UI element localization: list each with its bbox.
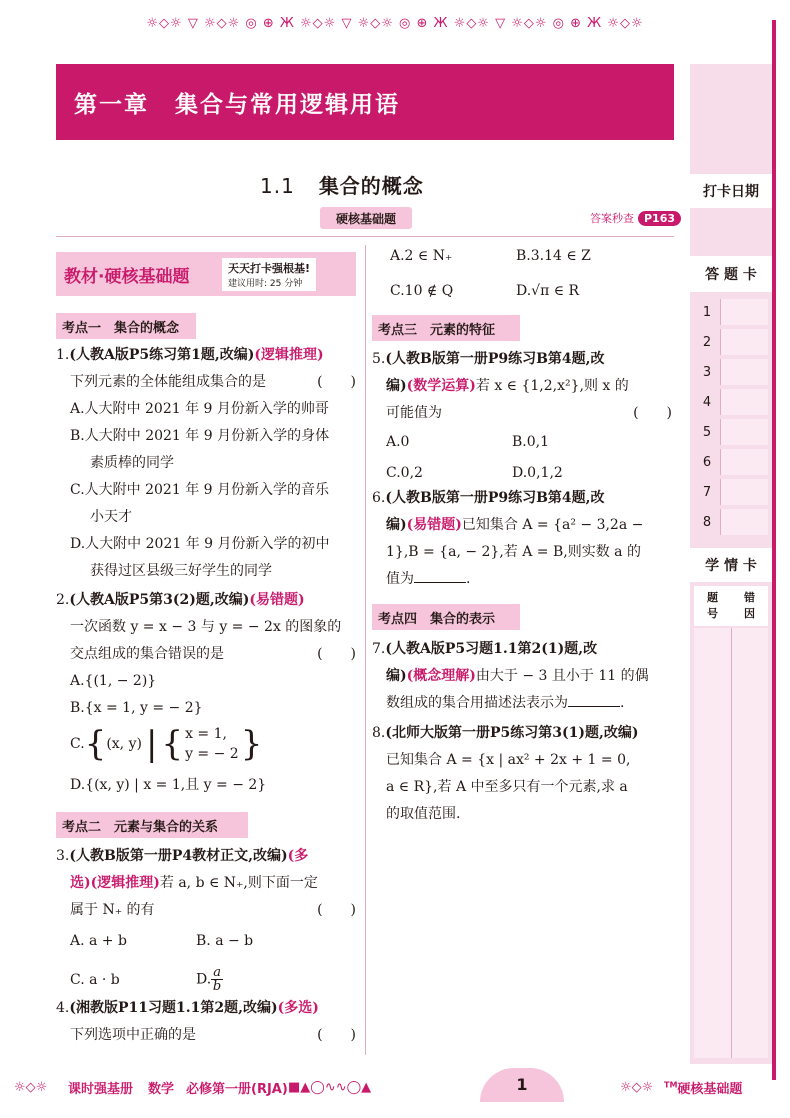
q-source-cont: 编) xyxy=(386,668,407,684)
divider xyxy=(56,236,674,237)
option-c[interactable] xyxy=(56,722,356,766)
q-tag: (概念理解) xyxy=(406,668,476,684)
q-source: (人教B版第一册P9练习B第4题,改 xyxy=(385,490,605,506)
answer-box[interactable] xyxy=(720,509,768,535)
numerator: a xyxy=(213,965,221,981)
q-stem-cont: 可能值为 xyxy=(386,405,442,421)
question-5 xyxy=(372,346,672,487)
set-bar: | xyxy=(145,724,158,764)
q-stem-cont: 1},B = {a, − 2},若 A = B,则实数 a 的 xyxy=(386,544,641,560)
section-name: 集合的概念 xyxy=(318,174,424,198)
answer-row-4[interactable] xyxy=(694,388,768,416)
q-source: (人教A版P5第3(2)题,改编) xyxy=(69,592,250,608)
knowledge-point-2: 考点二 元素与集合的关系 xyxy=(56,812,248,838)
option-d[interactable] xyxy=(196,966,322,994)
answer-parens[interactable]: ( ) xyxy=(317,1027,356,1043)
answer-number: 7 xyxy=(702,484,712,500)
q-source: (人教B版第一册P9练习B第4题,改 xyxy=(385,351,605,367)
knowledge-point-3: 考点三 元素的特征 xyxy=(372,315,520,341)
equation-2: y = − 2 xyxy=(185,746,239,762)
footer-logo xyxy=(664,1078,742,1097)
option-b-cont: 素质棒的同学 xyxy=(90,455,174,471)
page-number: 1 xyxy=(480,1068,564,1102)
option-d[interactable]: D.{(x, y) | x = 1,且 y = − 2} xyxy=(70,777,267,793)
q-stem: 一次函数 y = x − 3 与 y = − 2x 的图象的 xyxy=(70,619,342,635)
answer-page: P163 xyxy=(638,211,681,226)
answer-box[interactable] xyxy=(720,419,768,445)
checkin-date-field[interactable] xyxy=(690,210,772,254)
q-tag-cont: 选)(逻辑推理) xyxy=(70,875,160,891)
option-d-cont: 获得过区县级三好学生的同学 xyxy=(90,563,272,579)
chapter-banner xyxy=(56,64,674,140)
answer-number: 3 xyxy=(702,364,712,380)
right-page-border xyxy=(772,20,776,1080)
answer-row-7[interactable] xyxy=(694,478,768,506)
option-c-label: C. xyxy=(70,735,85,752)
top-decoration: ☼◇☼ ▽ ☼◇☼ ◎ ⊕ Ж ☼◇☼ ▽ ☼◇☼ ◎ ⊕ Ж ☼◇☼ ▽ ☼◇☼ ◎ ⊕ Ж ☼◇☼ xyxy=(146,15,644,31)
column-error-cause: 错 因 xyxy=(744,591,755,620)
q-source-cont: 编) xyxy=(386,517,407,533)
answer-box[interactable] xyxy=(720,359,768,385)
option-a[interactable]: A. a + b xyxy=(70,933,127,949)
q-number: 6. xyxy=(372,490,386,506)
answer-hint[interactable] xyxy=(590,210,681,226)
option-a[interactable]: A.2 ∈ N₊ xyxy=(390,248,453,264)
answer-row-1[interactable] xyxy=(694,298,768,326)
answer-row-5[interactable] xyxy=(694,418,768,446)
option-d[interactable]: D.√π ∈ R xyxy=(516,283,580,299)
chapter-title: 集合与常用逻辑用语 xyxy=(175,91,400,118)
question-8 xyxy=(372,720,672,828)
q-stem-cont: 数组成的集合用描述法表示为 xyxy=(386,695,568,711)
answer-number: 8 xyxy=(702,514,712,530)
q-stem: 若 x ∈ {1,2,x²},则 x 的 xyxy=(475,378,629,394)
footer xyxy=(0,1072,790,1102)
q-stem-end: 值为 xyxy=(386,571,414,587)
q-stem: 已知集合 A = {x | ax² + 2x + 1 = 0, xyxy=(386,752,631,768)
q-number: 3. xyxy=(56,848,70,864)
section-title xyxy=(260,170,424,199)
q-number: 8. xyxy=(372,725,386,741)
answer-number: 5 xyxy=(702,424,712,440)
checkin-date-label: 打卡日期 xyxy=(690,174,772,208)
denominator: b xyxy=(212,979,222,995)
q-number: 1. xyxy=(56,347,70,363)
answer-row-6[interactable] xyxy=(694,448,768,476)
question-3 xyxy=(56,843,356,997)
answer-number: 6 xyxy=(702,454,712,470)
q-stem-end: 的取值范围. xyxy=(386,806,461,822)
answer-row-2[interactable] xyxy=(694,328,768,356)
suggested-time: 建议用时: 25 分钟 xyxy=(228,278,303,289)
status-question-column[interactable] xyxy=(694,628,731,1058)
option-c[interactable]: C.10 ∉ Q xyxy=(390,283,454,299)
right-brace: } xyxy=(240,724,263,764)
sidebar xyxy=(690,64,772,1064)
option-c[interactable]: C.人大附中 2021 年 9 月份新入学的音乐 xyxy=(70,482,329,498)
motto-text: 天天打卡强根基! xyxy=(228,261,311,275)
answer-parens[interactable]: ( ) xyxy=(317,646,356,662)
footer-decoration-right: ☼◇☼ xyxy=(620,1079,654,1095)
q-tag: (易错题) xyxy=(249,592,305,608)
option-b[interactable]: B.3.14 ∈ Z xyxy=(516,248,591,264)
answer-box[interactable] xyxy=(720,479,768,505)
q-tag: (逻辑推理) xyxy=(254,347,324,363)
q-number: 2. xyxy=(56,592,70,608)
trademark: TM xyxy=(664,1080,678,1090)
option-c[interactable]: C.0,2 xyxy=(386,465,423,481)
q-stem-cont: 交点组成的集合错误的是 xyxy=(70,646,224,662)
footer-logo-text: 硬核基础题 xyxy=(677,1081,743,1097)
answer-box[interactable] xyxy=(720,299,768,325)
option-b[interactable]: B.{x = 1, y = − 2} xyxy=(70,700,203,716)
answer-box[interactable] xyxy=(720,449,768,475)
q-tag: (多选) xyxy=(277,1000,319,1016)
q-stem: 若 a, b ∈ N₊,则下面一定 xyxy=(159,875,318,891)
q-source: (人教A版P5习题1.1第2(1)题,改 xyxy=(385,641,598,657)
option-d[interactable]: D.0,1,2 xyxy=(512,465,563,481)
answer-number: 4 xyxy=(702,394,712,410)
period: . xyxy=(620,695,625,711)
q-stem: 已知集合 A = {a² − 3,2a − xyxy=(461,517,644,533)
q-stem: 下列元素的全体能组成集合的是 xyxy=(70,374,266,390)
option-b[interactable]: B.人大附中 2021 年 9 月份新入学的身体 xyxy=(70,428,330,444)
option-c-cont: 小天才 xyxy=(90,509,132,525)
answer-hint-label: 答案秒查 xyxy=(590,212,634,225)
section-number: 1.1 xyxy=(260,174,295,198)
answer-row-3[interactable] xyxy=(694,358,768,386)
option-b[interactable]: B. a − b xyxy=(196,933,254,949)
question-1 xyxy=(56,342,356,585)
answer-parens[interactable]: ( ) xyxy=(633,405,672,421)
knowledge-point-1: 考点一 集合的概念 xyxy=(56,313,196,339)
basic-tag: 硬核基础题 xyxy=(320,207,412,229)
footer-decoration-left: ☼◇☼ xyxy=(14,1079,48,1095)
block-header xyxy=(56,252,356,296)
option-a[interactable]: A.人大附中 2021 年 9 月份新入学的帅哥 xyxy=(70,401,329,417)
answer-blank[interactable] xyxy=(568,690,620,707)
q-stem: 下列选项中正确的是 xyxy=(70,1027,196,1043)
equation-system xyxy=(185,724,239,764)
period: . xyxy=(466,571,471,587)
option-b[interactable]: B.0,1 xyxy=(512,434,550,450)
status-card-header xyxy=(694,586,768,626)
set-expression xyxy=(85,724,263,764)
left-brace-inner: { xyxy=(161,724,184,764)
q-stem: 由大于 − 3 且小于 11 的偶 xyxy=(475,668,649,684)
status-card-body[interactable] xyxy=(694,628,768,1058)
option-a[interactable]: A.0 xyxy=(386,434,410,450)
footer-book: 必修第一册(RJA) xyxy=(186,1081,288,1097)
q-source-cont: 编) xyxy=(386,378,407,394)
q-tag: (数学运算) xyxy=(406,378,476,394)
block-motto xyxy=(222,258,316,291)
left-brace: { xyxy=(84,724,107,764)
answer-blank[interactable] xyxy=(414,566,466,583)
answer-box[interactable] xyxy=(720,389,768,415)
chapter-number: 第一章 xyxy=(74,91,149,118)
q-number: 5. xyxy=(372,351,386,367)
q-source: (北师大版第一册P5练习第3(1)题,改编) xyxy=(385,725,639,741)
option-c[interactable]: C. a · b xyxy=(70,971,120,988)
answer-card-title: 答 题 卡 xyxy=(690,256,772,292)
answer-parens[interactable]: ( ) xyxy=(317,902,356,918)
q-number: 7. xyxy=(372,641,386,657)
block-title: 教材·硬核基础题 xyxy=(64,266,190,287)
knowledge-point-4: 考点四 集合的表示 xyxy=(372,604,520,630)
question-6 xyxy=(372,485,672,593)
q-source: (湘教版P11习题1.1第2题,改编) xyxy=(69,1000,278,1016)
status-cause-column[interactable] xyxy=(731,628,769,1058)
fraction xyxy=(211,966,223,993)
footer-decoration-mid: ■▲◯∿∿◯▲ xyxy=(288,1079,372,1095)
answer-number: 2 xyxy=(702,334,712,350)
answer-box[interactable] xyxy=(720,329,768,355)
q-source: (人教B版第一册P4教材正文,改编) xyxy=(69,848,288,864)
option-a[interactable]: A.{(1, − 2)} xyxy=(70,673,157,689)
question-7 xyxy=(372,636,672,717)
option-d-label: D. xyxy=(196,971,212,988)
answer-parens[interactable]: ( ) xyxy=(317,374,356,390)
column-question-number: 题 号 xyxy=(707,591,718,620)
footer-brand: 课时强基册 xyxy=(68,1081,134,1097)
q-number: 4. xyxy=(56,1000,70,1016)
question-4-options xyxy=(376,243,676,305)
column-divider xyxy=(365,245,366,1055)
equation-1: x = 1, xyxy=(185,726,227,742)
question-2 xyxy=(56,587,356,799)
q-source: (人教A版P5练习第1题,改编) xyxy=(69,347,255,363)
q-tag: (多 xyxy=(287,848,309,864)
status-card-title: 学 情 卡 xyxy=(690,548,772,582)
q-tag: (易错题) xyxy=(406,517,462,533)
question-4 xyxy=(56,995,356,1049)
answer-row-8[interactable] xyxy=(694,508,768,536)
set-element: (x, y) xyxy=(106,735,142,752)
option-d[interactable]: D.人大附中 2021 年 9 月份新入学的初中 xyxy=(70,536,330,552)
footer-subject: 数学 xyxy=(148,1081,175,1097)
q-stem-cont: a ∈ R},若 A 中至多只有一个元素,求 a xyxy=(386,779,628,795)
answer-number: 1 xyxy=(702,304,712,320)
q-stem-cont: 属于 N₊ 的有 xyxy=(70,902,155,918)
